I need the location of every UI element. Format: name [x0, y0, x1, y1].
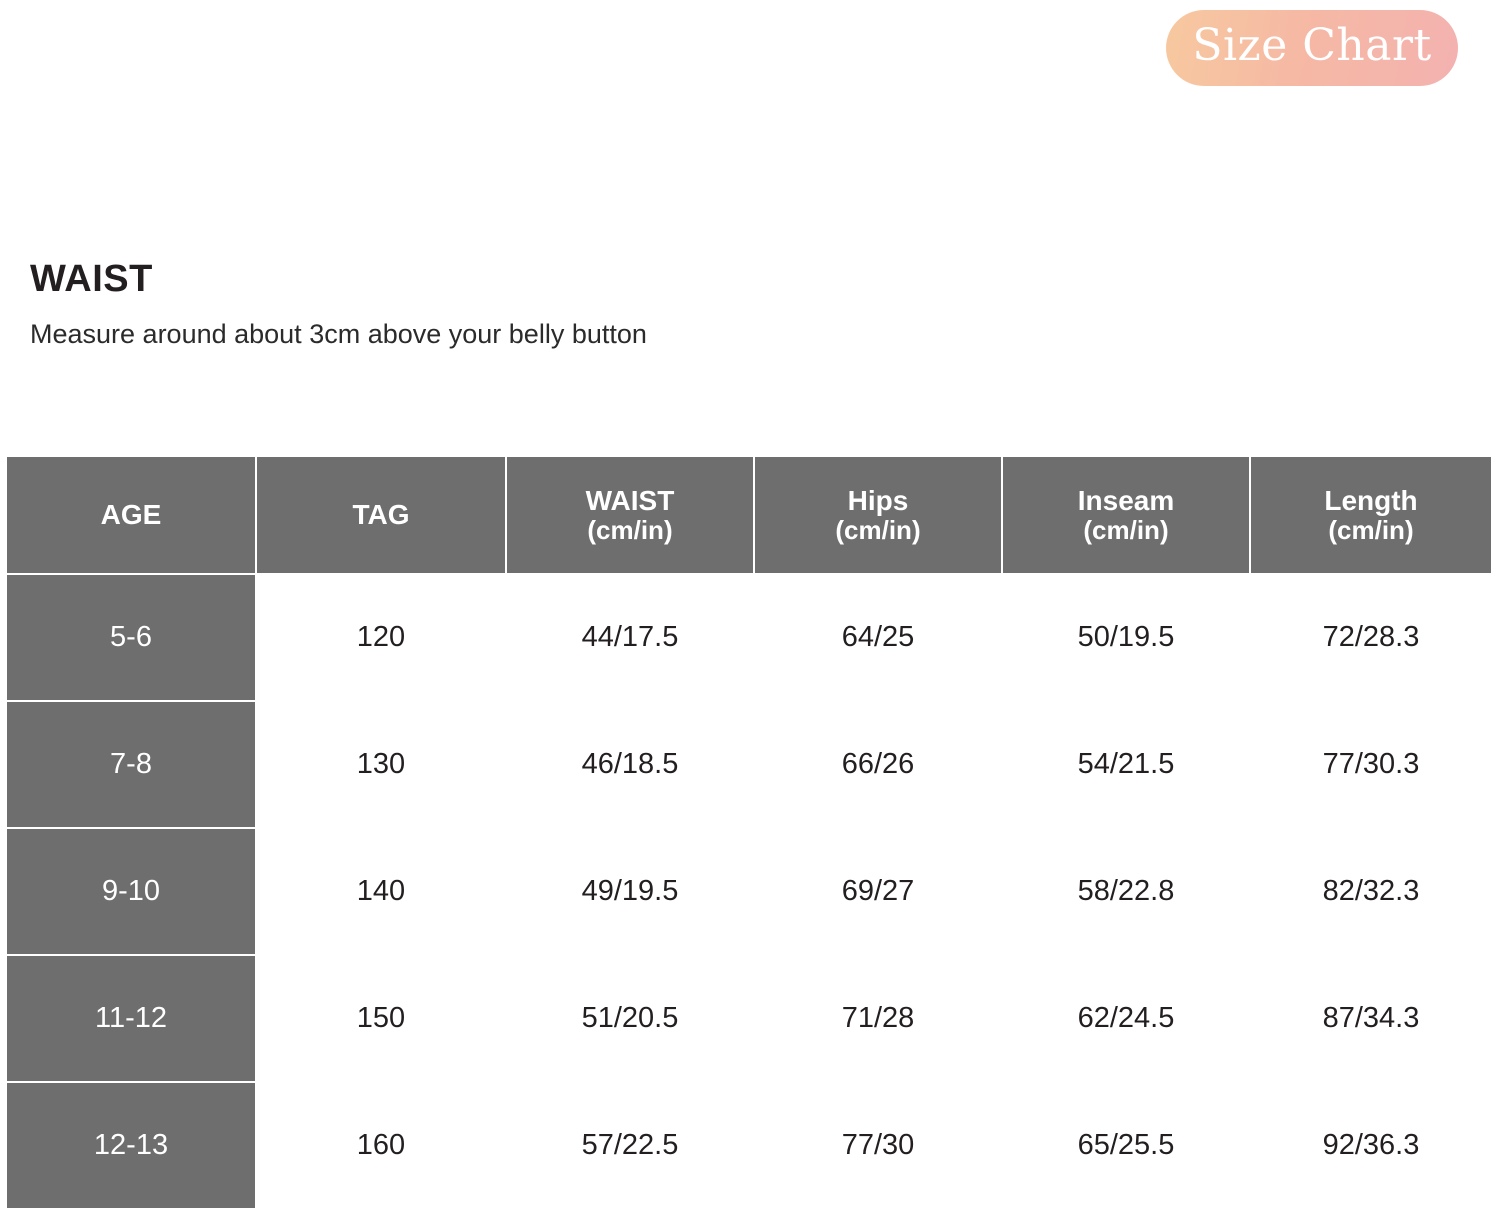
- column-header-waist-label: WAIST: [585, 484, 675, 516]
- cell-tag: 120: [256, 574, 506, 701]
- size-table-head: [6, 456, 1492, 574]
- cell-length: 72/28.3: [1250, 574, 1492, 701]
- column-header-inseam-label: Inseam: [1077, 484, 1175, 516]
- table-row: [6, 955, 1492, 1082]
- column-header-hips: [754, 456, 1002, 574]
- cell-waist: 57/22.5: [506, 1082, 754, 1209]
- size-table: [5, 455, 1493, 1210]
- cell-tag: 130: [256, 701, 506, 828]
- cell-waist: 46/18.5: [506, 701, 754, 828]
- size-chart-badge: [1166, 10, 1458, 86]
- size-chart-badge-label: Size Chart: [1192, 20, 1432, 71]
- cell-hips: 71/28: [754, 955, 1002, 1082]
- cell-age: 7-8: [6, 701, 256, 828]
- column-header-hips-unit: (cm/in): [835, 515, 921, 546]
- cell-hips: 69/27: [754, 828, 1002, 955]
- cell-age: 9-10: [6, 828, 256, 955]
- cell-tag: 160: [256, 1082, 506, 1209]
- column-header-inseam-unit: (cm/in): [1083, 515, 1169, 546]
- cell-inseam: 54/21.5: [1002, 701, 1250, 828]
- table-row: [6, 828, 1492, 955]
- cell-length: 77/30.3: [1250, 701, 1492, 828]
- cell-waist: 49/19.5: [506, 828, 754, 955]
- cell-age: 5-6: [6, 574, 256, 701]
- column-header-inseam: [1002, 456, 1250, 574]
- table-row: [6, 1082, 1492, 1209]
- cell-length: 92/36.3: [1250, 1082, 1492, 1209]
- cell-inseam: 65/25.5: [1002, 1082, 1250, 1209]
- cell-hips: 64/25: [754, 574, 1002, 701]
- column-header-length-unit: (cm/in): [1328, 515, 1414, 546]
- column-header-tag-label: TAG: [352, 499, 410, 531]
- cell-waist: 44/17.5: [506, 574, 754, 701]
- cell-tag: 150: [256, 955, 506, 1082]
- column-header-age-label: AGE: [100, 499, 162, 531]
- table-header-row: [6, 456, 1492, 574]
- column-header-length: [1250, 456, 1492, 574]
- table-row: [6, 574, 1492, 701]
- waist-section-heading: [30, 258, 730, 353]
- cell-inseam: 58/22.8: [1002, 828, 1250, 955]
- cell-waist: 51/20.5: [506, 955, 754, 1082]
- measure-instruction: Measure around about 3cm above your belly button: [30, 319, 647, 349]
- page-title: WAIST: [30, 258, 153, 300]
- size-table-body: [6, 574, 1492, 1209]
- cell-age: 12-13: [6, 1082, 256, 1209]
- column-header-waist: [506, 456, 754, 574]
- cell-hips: 77/30: [754, 1082, 1002, 1209]
- cell-inseam: 50/19.5: [1002, 574, 1250, 701]
- cell-tag: 140: [256, 828, 506, 955]
- column-header-length-label: Length: [1324, 484, 1418, 516]
- column-header-hips-label: Hips: [847, 484, 909, 516]
- table-row: [6, 701, 1492, 828]
- column-header-tag: [256, 456, 506, 574]
- cell-inseam: 62/24.5: [1002, 955, 1250, 1082]
- cell-age: 11-12: [6, 955, 256, 1082]
- column-header-waist-unit: (cm/in): [587, 515, 673, 546]
- cell-length: 87/34.3: [1250, 955, 1492, 1082]
- cell-length: 82/32.3: [1250, 828, 1492, 955]
- size-table-container: [5, 455, 1491, 1210]
- column-header-age: [6, 456, 256, 574]
- cell-hips: 66/26: [754, 701, 1002, 828]
